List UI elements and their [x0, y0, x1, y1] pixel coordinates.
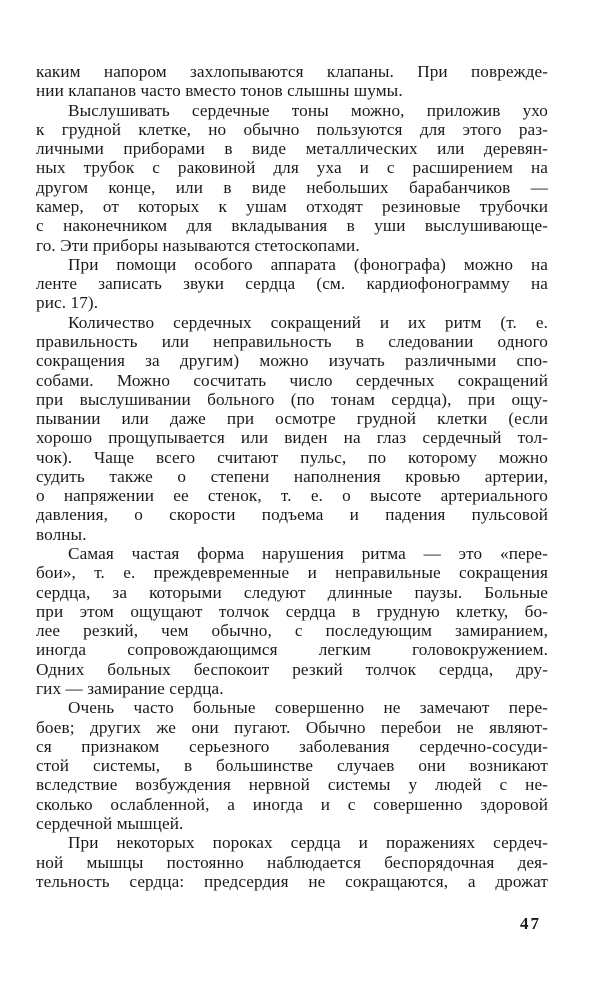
- text-line: волны.: [36, 524, 87, 544]
- text-line: Одних больных беспокоит резкий толчок сердца, дру-: [36, 659, 548, 679]
- text-line: другом конце, или в виде небольших барабанчиков —: [36, 177, 548, 197]
- text-line: бои», т. е. преждевременные и неправильные сокращения: [36, 563, 548, 583]
- paragraph: [36, 544, 548, 698]
- text-line: каким напором захлопываются клапаны. При поврежде-: [36, 62, 548, 81]
- text-line: при этом ощущают толчок сердца в грудную клетку, бо-: [36, 601, 548, 621]
- text-line: ся признаком серьезного заболевания сердечно-сосуди-: [36, 736, 548, 756]
- text-line: гих — замирание сердца.: [36, 679, 224, 698]
- text-line: ных трубок с раковиной для уха и с расширением на: [36, 158, 548, 178]
- page-body: [36, 62, 548, 891]
- text-line: сокращения за другим) можно изучать различными спо-: [36, 351, 548, 371]
- text-line: При помощи особого аппарата (фонографа) можно на: [68, 254, 548, 274]
- text-line: к грудной клетке, но обычно пользуются для этого раз-: [36, 119, 548, 139]
- text-line: пывании или даже при осмотре грудной клетки (если: [36, 409, 548, 429]
- paragraph: [36, 255, 548, 313]
- paragraph: [36, 313, 548, 544]
- text-line: о напряжении ее стенок, т. е. о высоте артериального: [36, 486, 548, 506]
- text-line: боев; других же они пугают. Обычно перебои не являют-: [36, 717, 548, 737]
- text-line: при выслушивании больного (по тонам сердца), при ощу-: [36, 389, 548, 409]
- paragraph: [36, 62, 548, 101]
- text-line: личными приборами в виде металлических или деревян-: [36, 139, 548, 159]
- text-line: с наконечником для вкладывания в уши выслушивающе-: [36, 216, 548, 236]
- text-line: нии клапанов часто вместо тонов слышны шумы.: [36, 81, 403, 101]
- text-line: Очень часто больные совершенно не замечают пере-: [68, 698, 548, 718]
- text-line: собами. Можно сосчитать число сердечных сокращений: [36, 370, 548, 390]
- text-line: вследствие возбуждения нервной системы у людей с не-: [36, 775, 548, 795]
- text-line: хорошо прощупывается или виден на глаз сердечный тол-: [36, 428, 548, 448]
- text-line: судить также о степени наполнения кровью артерии,: [36, 466, 548, 486]
- text-line: Самая частая форма нарушения ритма — это «пере-: [68, 544, 548, 564]
- text-line: иногда сопровождающимся легким головокружением.: [36, 640, 548, 660]
- text-line: лее резкий, чем обычно, с последующим замиранием,: [36, 621, 548, 641]
- text-line: Выслушивать сердечные тоны можно, приложив ухо: [68, 100, 548, 120]
- paragraph: [36, 101, 548, 255]
- paragraph: [36, 833, 548, 891]
- text-line: камер, от которых к ушам отходят резиновые трубочки: [36, 196, 548, 216]
- text-line: давления, о скорости подъема и падения пульсовой: [36, 505, 548, 525]
- text-line: сколько ослабленной, а иногда и с совершенно здоровой: [36, 794, 548, 814]
- text-line: тельность сердца: предсердия не сокращаются, а дрожат: [36, 871, 548, 891]
- text-line: рис. 17).: [36, 293, 99, 313]
- paragraph: [36, 698, 548, 833]
- text-line: стой системы, в большинстве случаев они возникают: [36, 756, 548, 776]
- text-line: сердца, за которыми следуют длинные паузы. Больные: [36, 582, 548, 602]
- text-line: ной мышцы постоянно наблюдается беспорядочная дея-: [36, 852, 548, 872]
- text-line: Количество сердечных сокращений и их ритм (т. е.: [68, 312, 548, 332]
- text-line: При некоторых пороках сердца и поражениях сердеч-: [68, 833, 548, 853]
- text-line: ленте записать звуки сердца (см. кардиофонограмму на: [36, 274, 548, 294]
- text-line: сердечной мышцей.: [36, 813, 184, 833]
- text-line: чок). Чаще всего считают пульс, по которому можно: [36, 447, 548, 467]
- page-number: 47: [520, 914, 541, 933]
- text-line: правильность или неправильность в следовании одного: [36, 331, 548, 351]
- text-line: го. Эти приборы называются стетоскопами.: [36, 235, 360, 255]
